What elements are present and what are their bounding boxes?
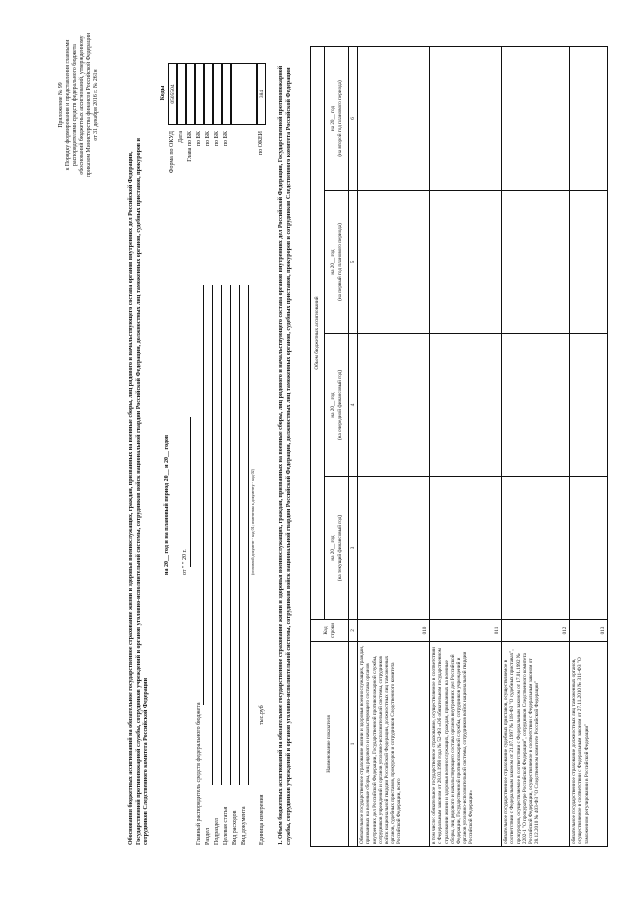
value-cell[interactable] [570, 46, 608, 190]
value-cell[interactable] [430, 334, 502, 477]
field-label-expense-type: Вид расходов [232, 810, 238, 845]
table-row [430, 46, 502, 846]
document-period: на 20__ год и на плановый период 20__ и 20__ годов [164, 434, 170, 575]
col-header-name: Наименование показателя [311, 642, 349, 847]
row-name: обязательное государственное страхование судебных приставов, осуществляемое в соответствии с Федеральным законом от 21.07.1997 № 118-ФЗ "О судебных приставах", прокуроров, осуществляемое в соответствии с Федеральным законом от 17.01.1992 № 2202-1 "О прокуратуре Российской Федерации", сотрудников Следственного комитета Российской Федерации, осуществляемое в соответствии с Федеральным законом от 28.12.2010 № 403-ФЗ "О Следственном комитете Российской Федерации" [502, 642, 570, 847]
bk-label: по БК [214, 131, 220, 147]
value-cell[interactable] [570, 334, 608, 477]
column-number: 6 [349, 46, 358, 190]
codes-title: Коды [160, 85, 166, 101]
bk-label: по БК [205, 131, 211, 147]
table-row [570, 46, 608, 846]
appendix-line: к Порядку формирования и представления главными [65, 39, 71, 171]
row-code: 011 [430, 620, 502, 642]
date-line: от " " 20 г. [182, 549, 188, 575]
bk-label: по БК [223, 131, 229, 147]
value-cell[interactable] [430, 191, 502, 334]
column-number: 3 [349, 477, 358, 620]
appendix-line: обоснований бюджетных ассигнований, утвержденному [79, 35, 85, 175]
table-row [502, 46, 570, 846]
appendix-line: Приложение № 99 [58, 82, 64, 128]
budget-table [310, 46, 608, 847]
form-code-cell: 0505504 [168, 63, 177, 125]
doc-type-hint: (основной документ - код 01; изменения к документу - код 02) [250, 469, 255, 575]
year-label: на 20__ год [330, 249, 337, 275]
year-label: на 20__ год [330, 392, 337, 418]
value-cell[interactable] [358, 477, 430, 620]
field-label-doc-type: Вид документа [241, 806, 247, 845]
table-number-row [349, 46, 358, 846]
glava-code-cell[interactable] [186, 63, 195, 125]
col-header-year-plan1 [325, 191, 349, 334]
col-header-year-current [325, 477, 349, 620]
field-line-target[interactable] [230, 285, 231, 785]
appendix-line: от 31 декабря 2016 г. № 261н [93, 69, 99, 141]
appendix-line: распорядителями средств федерального бюджета [72, 44, 78, 166]
value-cell[interactable] [358, 191, 430, 334]
row-code: 012 [502, 620, 570, 642]
field-line-subsection[interactable] [221, 285, 222, 785]
form-okud-label: Форма по ОКУД [169, 131, 175, 174]
row-name: обязательное государственное страхование должностных лиц таможенных органов, осуществляемое в соответствии с Федеральным законом от 27.11.2010 № 311-ФЗ "О таможенном регулировании в Российской Федерации" [570, 642, 608, 847]
bk-code-cell-1[interactable] [195, 63, 204, 125]
value-cell[interactable] [358, 334, 430, 477]
bk-label: по БК [196, 131, 202, 147]
col-header-volume: Объем бюджетных ассигнований [311, 46, 325, 619]
field-line-expense-type[interactable] [239, 285, 240, 785]
date-code-cell[interactable] [177, 63, 186, 125]
year-sub-label: (на первый год планового периода) [336, 223, 343, 301]
field-label-main-manager: Главный распорядитель средств федерального бюджета [196, 702, 202, 845]
bk-code-cell-3[interactable] [213, 63, 222, 125]
row-code: 010 [358, 620, 430, 642]
okei-code-cell: 384 [257, 63, 266, 125]
column-number: 5 [349, 191, 358, 334]
column-number: 1 [349, 642, 358, 847]
value-cell[interactable] [358, 46, 430, 190]
bk-code-cell-4[interactable] [222, 63, 231, 125]
okei-label: по ОКЕИ [258, 131, 264, 156]
field-line-section[interactable] [212, 285, 213, 785]
table-header-row [311, 46, 325, 846]
document-title: Обоснования бюджетных ассигнований на обязательное государственное страхование жизни и здоровья военнослужащих, граждан, призванных на военные сборы, лиц рядового и начальствующего состава органов внутренних дел Российской Федерации, Государственной противопожарной службы, сотрудников учреждений и органов уголовно-исполнительной системы, сотрудников войск национальной гвардии Российской Федерации, должностных лиц таможенных органов, судебных приставов, прокуроров и сотрудников Следственного комитета Российской Федерации [128, 138, 149, 845]
field-label-subsection: Подраздел [214, 818, 220, 845]
col-header-code: Код строки [311, 620, 349, 642]
glava-label: Глава по БК [187, 131, 193, 162]
value-cell[interactable] [430, 477, 502, 620]
table-row [358, 46, 430, 846]
year-label: на 20__ год [330, 105, 337, 132]
row-name: в том числе: обязательное государственное страхование, осуществляемое в соответствии с Федеральным законом от 28.03.1998 года № 52-ФЗ «Об обязательном государственном страховании жизни и здоровья военнослужащих, граждан, призванных на военные сборы, лиц рядового и начальствующего состава органов внутренних дел Российской Федерации, Государственной противопожарной службы, сотрудников учреждений и органов уголовно-исполнительной системы, сотрудников войск национальной гвардии Российской Федерации» [430, 642, 502, 847]
col-header-year-next [325, 334, 349, 477]
value-cell[interactable] [570, 477, 608, 620]
value-cell[interactable] [502, 477, 570, 620]
field-line-doc-type[interactable] [248, 285, 249, 785]
col-header-year-plan2 [325, 46, 349, 190]
extra-code-cell[interactable] [231, 63, 257, 125]
unit-value: тыс.руб [259, 705, 265, 725]
appendix-note [58, 0, 100, 215]
value-cell[interactable] [502, 191, 570, 334]
year-sub-label: (на второй год планового периода) [336, 80, 343, 157]
date-underline [190, 417, 191, 567]
row-name: Обязательное государственное страхование жизни и здоровья военнослужащих, граждан, призванных на военные сборы, лиц рядового и начальствующего состава органов внутренних дел Российской Федерации, Государственной противопожарной службы, сотрудников учреждений и органов уголовно-исполнительной системы, сотрудников войск национальной гвардии Российской Федерации, должностных лиц таможенных органов, судебных приставов, прокуроров и сотрудников Следственного комитета Российской Федерации, всего [358, 642, 430, 847]
unit-label: Единица измерения [259, 794, 265, 845]
field-label-target: Целевая статья [223, 806, 229, 845]
field-label-section: Раздел [205, 828, 211, 845]
value-cell[interactable] [430, 46, 502, 190]
value-cell[interactable] [502, 46, 570, 190]
appendix-line: приказом Министерства финансов Российской Федерации [86, 32, 92, 178]
date-label: Дата [178, 131, 184, 143]
row-code: 013 [570, 620, 608, 642]
year-sub-label: (на текущий финансовый год) [336, 514, 343, 582]
value-cell[interactable] [570, 191, 608, 334]
column-number: 2 [349, 620, 358, 642]
value-cell[interactable] [502, 334, 570, 477]
section-title: 1. Объем бюджетных ассигнований на обязательное государственное страхование жизни и здоровья военнослужащих, граждан, призванных на военные сборы, лиц рядового и начальствующего состава органов внутренних дел Российской Федерации, Государственной противопожарной службы, сотрудников учреждений и органов уголовно-исполнительной системы, сотрудников войск национальной гвардии Российской Федерации, должностных лиц таможенных органов, судебных приставов, прокуроров и сотрудников Следственного комитета Российской Федерации [278, 65, 292, 845]
bk-code-cell-2[interactable] [204, 63, 213, 125]
field-line-main-manager[interactable] [203, 285, 204, 705]
year-label: на 20__ год [330, 535, 337, 561]
column-number: 4 [349, 334, 358, 477]
year-sub-label: (на очередной финансовый год) [336, 369, 343, 441]
